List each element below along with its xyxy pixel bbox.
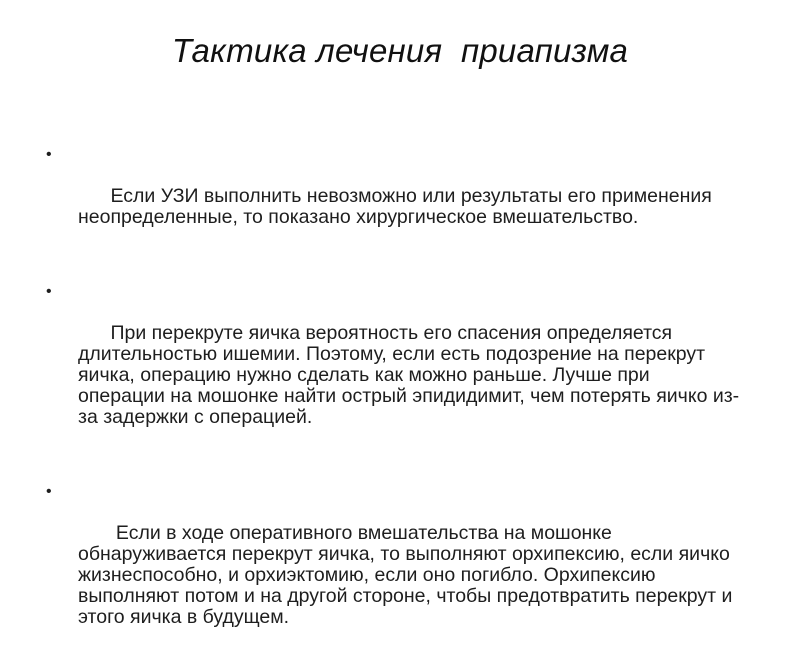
bullet-text: Если УЗИ выполнить невозможно или результаты его применения неопределенные, то показано хирургическое вмешательство. <box>78 185 718 228</box>
slide-title: Тактика лечения приапизма <box>171 32 629 69</box>
bullet-text: При перекруте яичка вероятность его спасения определяется длительностью ишемии. Поэтому, если есть подозрение на перекрут яичка, операцию нужно сделать как можно раньше. Лучше при операции на мошонке найти острый эпидидимит, чем потерять яичко из-за задержки с операцией. <box>78 322 740 428</box>
bullet-item <box>40 144 740 249</box>
bullet-item <box>40 481 740 649</box>
bullet-dot-icon: • <box>46 283 52 300</box>
bullet-dot-icon: • <box>46 483 52 500</box>
bullet-text: Если в ходе оперативного вмешательства на мошонке обнаруживается перекрут яичка, то выполняют орхипексию, если яичко жизнеспособно, и орхиэктомию, если оно погибло. Орхипексию выполняют потом и на другой стороне, чтобы предотвратить перекрут и этого яичка в будущем. <box>78 522 738 628</box>
bullet-item <box>40 281 740 449</box>
bullet-list <box>40 144 740 649</box>
bullet-dot-icon: • <box>46 146 52 163</box>
